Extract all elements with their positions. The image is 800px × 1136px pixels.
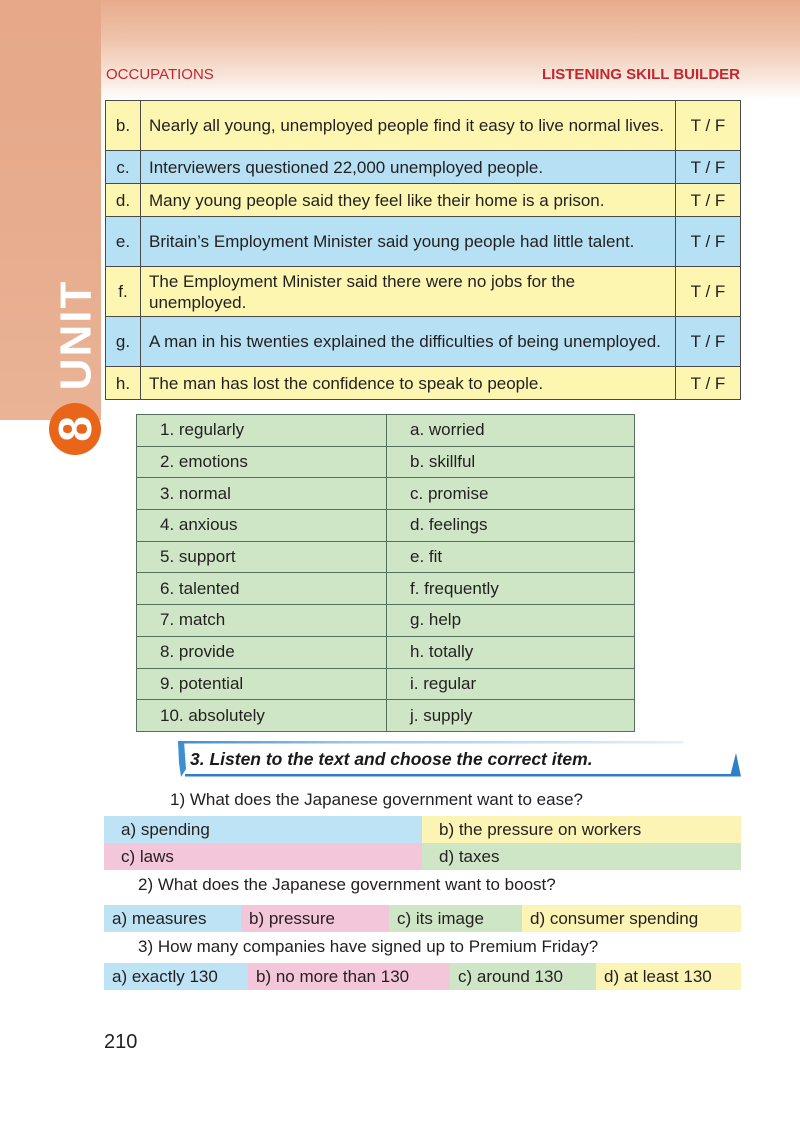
tf-letter: h. (106, 367, 141, 400)
tf-row (106, 217, 741, 267)
tf-letter: g. (106, 317, 141, 367)
option-2c[interactable]: c) its image (389, 905, 522, 932)
match-definition: i. regular (387, 668, 635, 700)
tf-statement: Interviewers questioned 22,000 unemployed people. (141, 151, 676, 184)
match-row (137, 415, 635, 447)
match-row (137, 510, 635, 542)
true-false-table (105, 100, 741, 400)
tf-row (106, 101, 741, 151)
match-definition: f. frequently (387, 573, 635, 605)
page-number: 210 (104, 1031, 138, 1053)
match-definition: j. supply (387, 700, 635, 732)
match-definition: d. feelings (387, 510, 635, 542)
tf-letter: b. (106, 101, 141, 151)
question-3: 3) How many companies have signed up to Premium Friday? (138, 937, 599, 956)
tf-statement: Nearly all young, unemployed people find it easy to live normal lives. (141, 101, 676, 151)
top-header-band (0, 0, 800, 100)
option-3c[interactable]: c) around 130 (450, 963, 596, 990)
match-word: 4. anxious (137, 510, 387, 542)
match-definition: a. worried (387, 415, 635, 447)
match-row (137, 636, 635, 668)
match-definition: b. skillful (387, 446, 635, 478)
match-row (137, 446, 635, 478)
tf-statement: The Employment Minister said there were no jobs for the unemployed. (141, 267, 676, 317)
match-definition: c. promise (387, 478, 635, 510)
section-title: OCCUPATIONS (106, 66, 214, 83)
match-word: 10. absolutely (137, 700, 387, 732)
tf-row (106, 367, 741, 400)
skill-title: LISTENING SKILL BUILDER (541, 66, 740, 83)
tf-letter: d. (106, 184, 141, 217)
question-2: 2) What does the Japanese government want to boost? (138, 875, 556, 894)
tf-row (106, 184, 741, 217)
option-3a[interactable]: a) exactly 130 (104, 963, 248, 990)
tf-statement: Many young people said they feel like their home is a prison. (141, 184, 676, 217)
tf-letter: c. (106, 151, 141, 184)
banner-left-tab (178, 741, 186, 777)
option-3b[interactable]: b) no more than 130 (248, 963, 450, 990)
option-2b[interactable]: b) pressure (241, 905, 389, 932)
banner-right-tab (730, 753, 741, 777)
match-word: 3. normal (137, 478, 387, 510)
tf-choice[interactable]: T / F (676, 217, 741, 267)
option-2a[interactable]: a) measures (104, 905, 241, 932)
match-word: 5. support (137, 541, 387, 573)
tf-choice[interactable]: T / F (676, 101, 741, 151)
tf-statement: Britain’s Employment Minister said young people had little talent. (141, 217, 676, 267)
banner-bottom-line (185, 774, 735, 777)
tf-choice[interactable]: T / F (676, 184, 741, 217)
match-definition: g. help (387, 605, 635, 637)
tf-choice[interactable]: T / F (676, 267, 741, 317)
section-heading: 3. Listen to the text and choose the correct item. (190, 749, 593, 769)
option-1b[interactable]: b) the pressure on workers (422, 816, 741, 843)
match-row (137, 478, 635, 510)
option-1d[interactable]: d) taxes (422, 843, 741, 870)
match-word: 7. match (137, 605, 387, 637)
matching-table (136, 414, 635, 732)
banner-top-line (178, 741, 683, 744)
option-1a[interactable]: a) spending (104, 816, 422, 843)
match-row (137, 668, 635, 700)
match-definition: e. fit (387, 541, 635, 573)
match-row (137, 541, 635, 573)
tf-row (106, 317, 741, 367)
unit-number-badge: 8 (49, 403, 101, 455)
tf-choice[interactable]: T / F (676, 367, 741, 400)
match-row (137, 605, 635, 637)
match-word: 9. potential (137, 668, 387, 700)
tf-row (106, 267, 741, 317)
match-row (137, 700, 635, 732)
tf-choice[interactable]: T / F (676, 151, 741, 184)
tf-letter: f. (106, 267, 141, 317)
unit-label: UNIT (51, 279, 100, 391)
match-definition: h. totally (387, 636, 635, 668)
question-1: 1) What does the Japanese government want to ease? (170, 790, 583, 809)
match-word: 8. provide (137, 636, 387, 668)
match-word: 1. regularly (137, 415, 387, 447)
tf-row (106, 151, 741, 184)
tf-statement: A man in his twenties explained the difficulties of being unemployed. (141, 317, 676, 367)
option-2d[interactable]: d) consumer spending (522, 905, 741, 932)
tf-statement: The man has lost the confidence to speak to people. (141, 367, 676, 400)
match-row (137, 573, 635, 605)
match-word: 2. emotions (137, 446, 387, 478)
tf-choice[interactable]: T / F (676, 317, 741, 367)
match-word: 6. talented (137, 573, 387, 605)
tf-letter: e. (106, 217, 141, 267)
option-1c[interactable]: c) laws (104, 843, 422, 870)
option-3d[interactable]: d) at least 130 (596, 963, 741, 990)
